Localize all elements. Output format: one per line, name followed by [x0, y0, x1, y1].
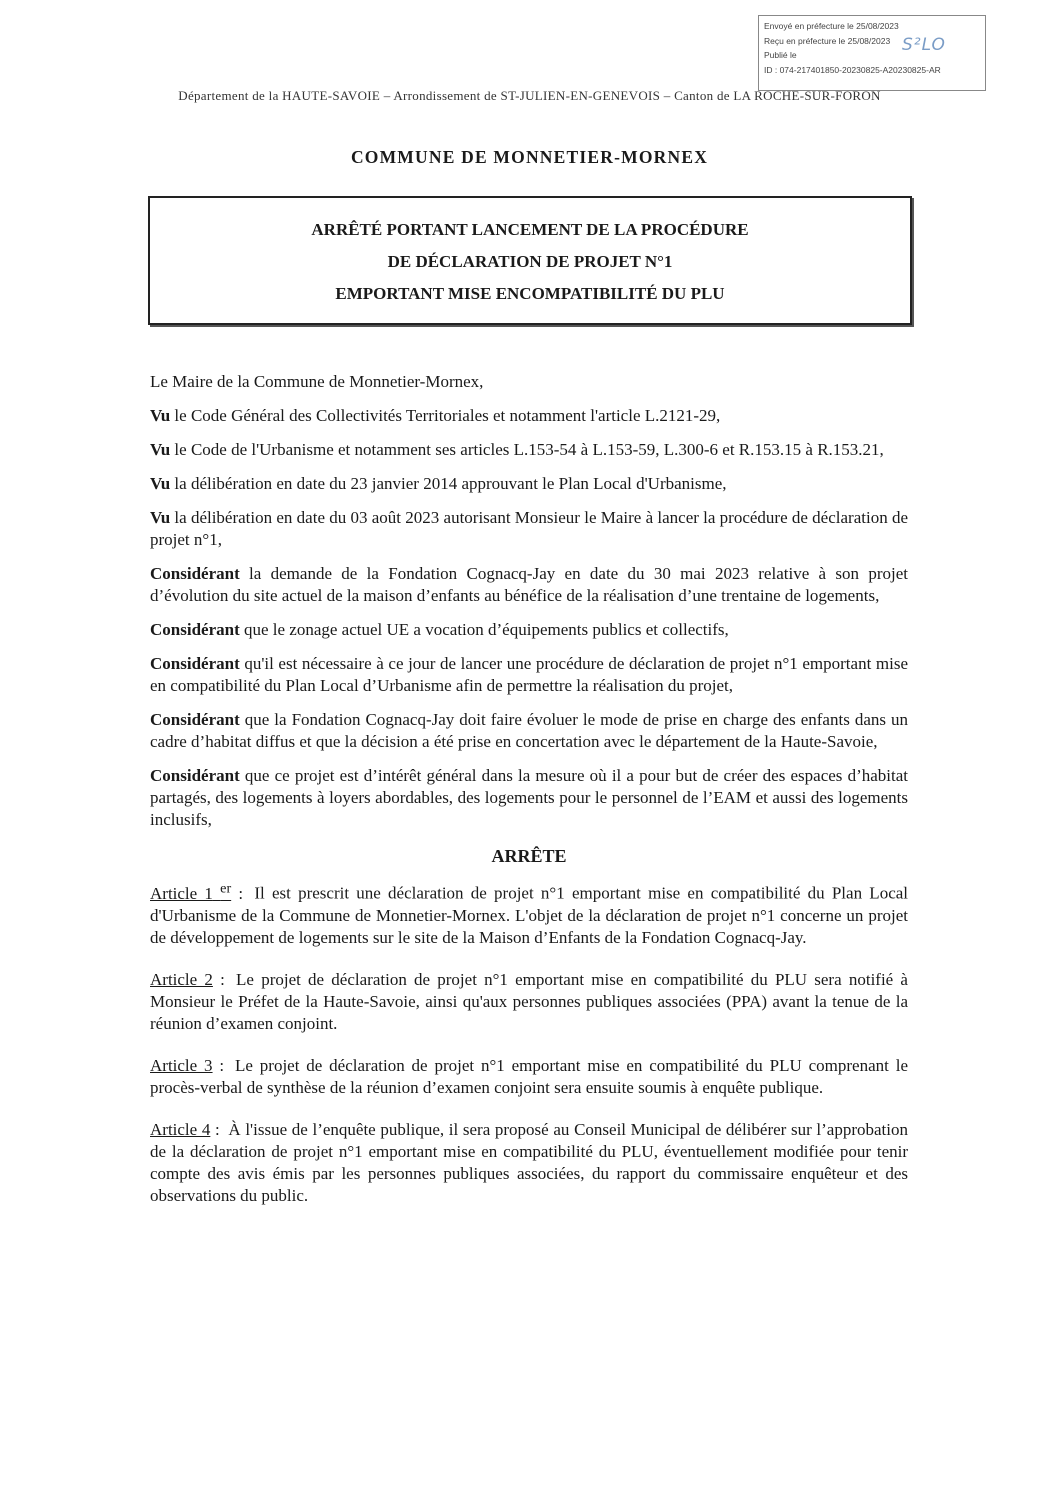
article-separator: : [210, 1119, 220, 1139]
article-4 [150, 1119, 908, 1207]
considering-paragraph [150, 709, 908, 753]
article-separator: : [212, 1055, 225, 1075]
article-number: Article 1 [150, 883, 213, 903]
article-text: Le projet de déclaration de projet n°1 emportant mise en compatibilité du PLU comprenant le procès-verbal de synthèse de la réunion d’examen conjoint sera ensuite soumis à enquête publique. [150, 1055, 908, 1097]
considering-paragraph [150, 653, 908, 697]
stamp-published: Publié le [764, 50, 797, 60]
article-label: Article 4 [150, 1119, 211, 1139]
visa-keyword: Vu [150, 406, 171, 425]
considering-text: la demande de la Fondation Cognacq-Jay en date du 30 mai 2023 relative à son projet d’évolution du site actuel de la maison d’enfants au bénéfice de la réalisation d’une trentaine de logements, [150, 564, 908, 605]
article-3 [150, 1055, 908, 1099]
visa-paragraph [150, 507, 908, 551]
stamp-signature-logo: S²LO [902, 35, 946, 55]
stamp-received: Reçu en préfecture le 25/08/2023 [764, 35, 891, 46]
considering-paragraph [150, 619, 908, 641]
article-2 [150, 969, 908, 1035]
article-text: À l'issue de l’enquête publique, il sera proposé au Conseil Municipal de délibérer sur l’approbation de la déclaration de projet n°1 emportant mise en compatibilité du PLU, éventuellement modifiée pour tenir compte des avis émis par les personnes publiques associées, du rapport du commissaire enquêteur et des observations du public. [150, 1119, 908, 1205]
visa-keyword: Vu [150, 474, 171, 493]
considering-text: que ce projet est d’intérêt général dans la mesure où il a pour but de créer des espaces d’habitat partagés, des logements à loyers abordables, des logements pour le personnel de l’EAM et aussi des logements inclusifs, [150, 766, 908, 829]
considering-keyword: Considérant [150, 766, 240, 785]
considering-keyword: Considérant [150, 654, 240, 673]
considering-paragraph [150, 563, 908, 607]
visa-paragraph [150, 473, 908, 495]
arrete-heading: ARRÊTE [491, 846, 567, 866]
considering-keyword: Considérant [150, 620, 240, 639]
visa-paragraph [150, 439, 908, 461]
considering-paragraph [150, 765, 908, 831]
visa-paragraph [150, 405, 908, 427]
visa-text: le Code de l'Urbanisme et notamment ses articles L.153-54 à L.153-59, L.300-6 et R.153.15 à R.153.21, [170, 440, 884, 459]
visa-keyword: Vu [150, 440, 171, 459]
article-superscript: er [220, 880, 232, 896]
considering-text: que le zonage actuel UE a vocation d’équipements publics et collectifs, [239, 620, 729, 639]
decree-title-line-2: DE DÉCLARATION DE PROJET N°1 [387, 252, 673, 271]
considering-text: qu'il est nécessaire à ce jour de lancer une procédure de déclaration de projet n°1 emportant mise en compatibilité du Plan Local d’Urbanisme afin de permettre la réalisation du projet, [150, 654, 908, 695]
visa-text: la délibération en date du 23 janvier 2014 approuvant le Plan Local d'Urbanisme, [170, 474, 727, 493]
considering-keyword: Considérant [150, 564, 240, 583]
considering-text: que la Fondation Cognacq-Jay doit faire évoluer le mode de prise en charge des enfants dans un cadre d’habitat diffus et que la décision a été prise en concertation avec le département de la Haute-Savoie, [150, 710, 908, 751]
article-separator: : [231, 883, 244, 903]
article-label: Article 3 [150, 1055, 213, 1075]
visa-keyword: Vu [150, 508, 171, 527]
article-1 [150, 877, 908, 949]
visa-text: le Code Général des Collectivités Territoriales et notamment l'article L.2121-29, [170, 406, 721, 425]
stamp-sent: Envoyé en préfecture le 25/08/2023 [764, 21, 899, 31]
article-separator: : [212, 969, 225, 989]
decree-title-box [148, 196, 912, 325]
preamble-intro: Le Maire de la Commune de Monnetier-Mornex, [150, 372, 484, 391]
article-text: Il est prescrit une déclaration de projet n°1 emportant mise en compatibilité du Plan Local d'Urbanisme de la Commune de Monnetier-Mornex. L'objet de la déclaration de projet n°1 concerne un projet de développement de logements sur le site de la Maison d’Enfants de la Fondation Cognacq-Jay. [150, 883, 909, 947]
department-line: Département de la HAUTE-SAVOIE – Arrondissement de ST-JULIEN-EN-GENEVOIS – Canton de LA ROCHE-SUR-FORON [178, 88, 881, 103]
article-label [150, 880, 232, 903]
considering-keyword: Considérant [150, 710, 240, 729]
decree-title-line-1: ARRÊTÉ PORTANT LANCEMENT DE LA PROCÉDURE [311, 220, 749, 239]
document-body [150, 371, 908, 1227]
visa-text: la délibération en date du 03 août 2023 autorisant Monsieur le Maire à lancer la procédure de déclaration de projet n°1, [150, 508, 908, 549]
article-label: Article 2 [150, 969, 213, 989]
decree-title-line-3: EMPORTANT MISE ENCOMPATIBILITÉ DU PLU [335, 284, 725, 303]
stamp-id: ID : 074-217401850-20230825-A20230825-AR [764, 64, 941, 75]
prefecture-stamp [758, 15, 986, 91]
commune-title: COMMUNE DE MONNETIER-MORNEX [350, 147, 709, 167]
article-text: Le projet de déclaration de projet n°1 emportant mise en compatibilité du PLU sera notifié à Monsieur le Préfet de la Haute-Savoie, ainsi qu'aux personnes publiques associées (PPA) avant la tenue de la réunion d’examen conjoint. [150, 969, 908, 1033]
